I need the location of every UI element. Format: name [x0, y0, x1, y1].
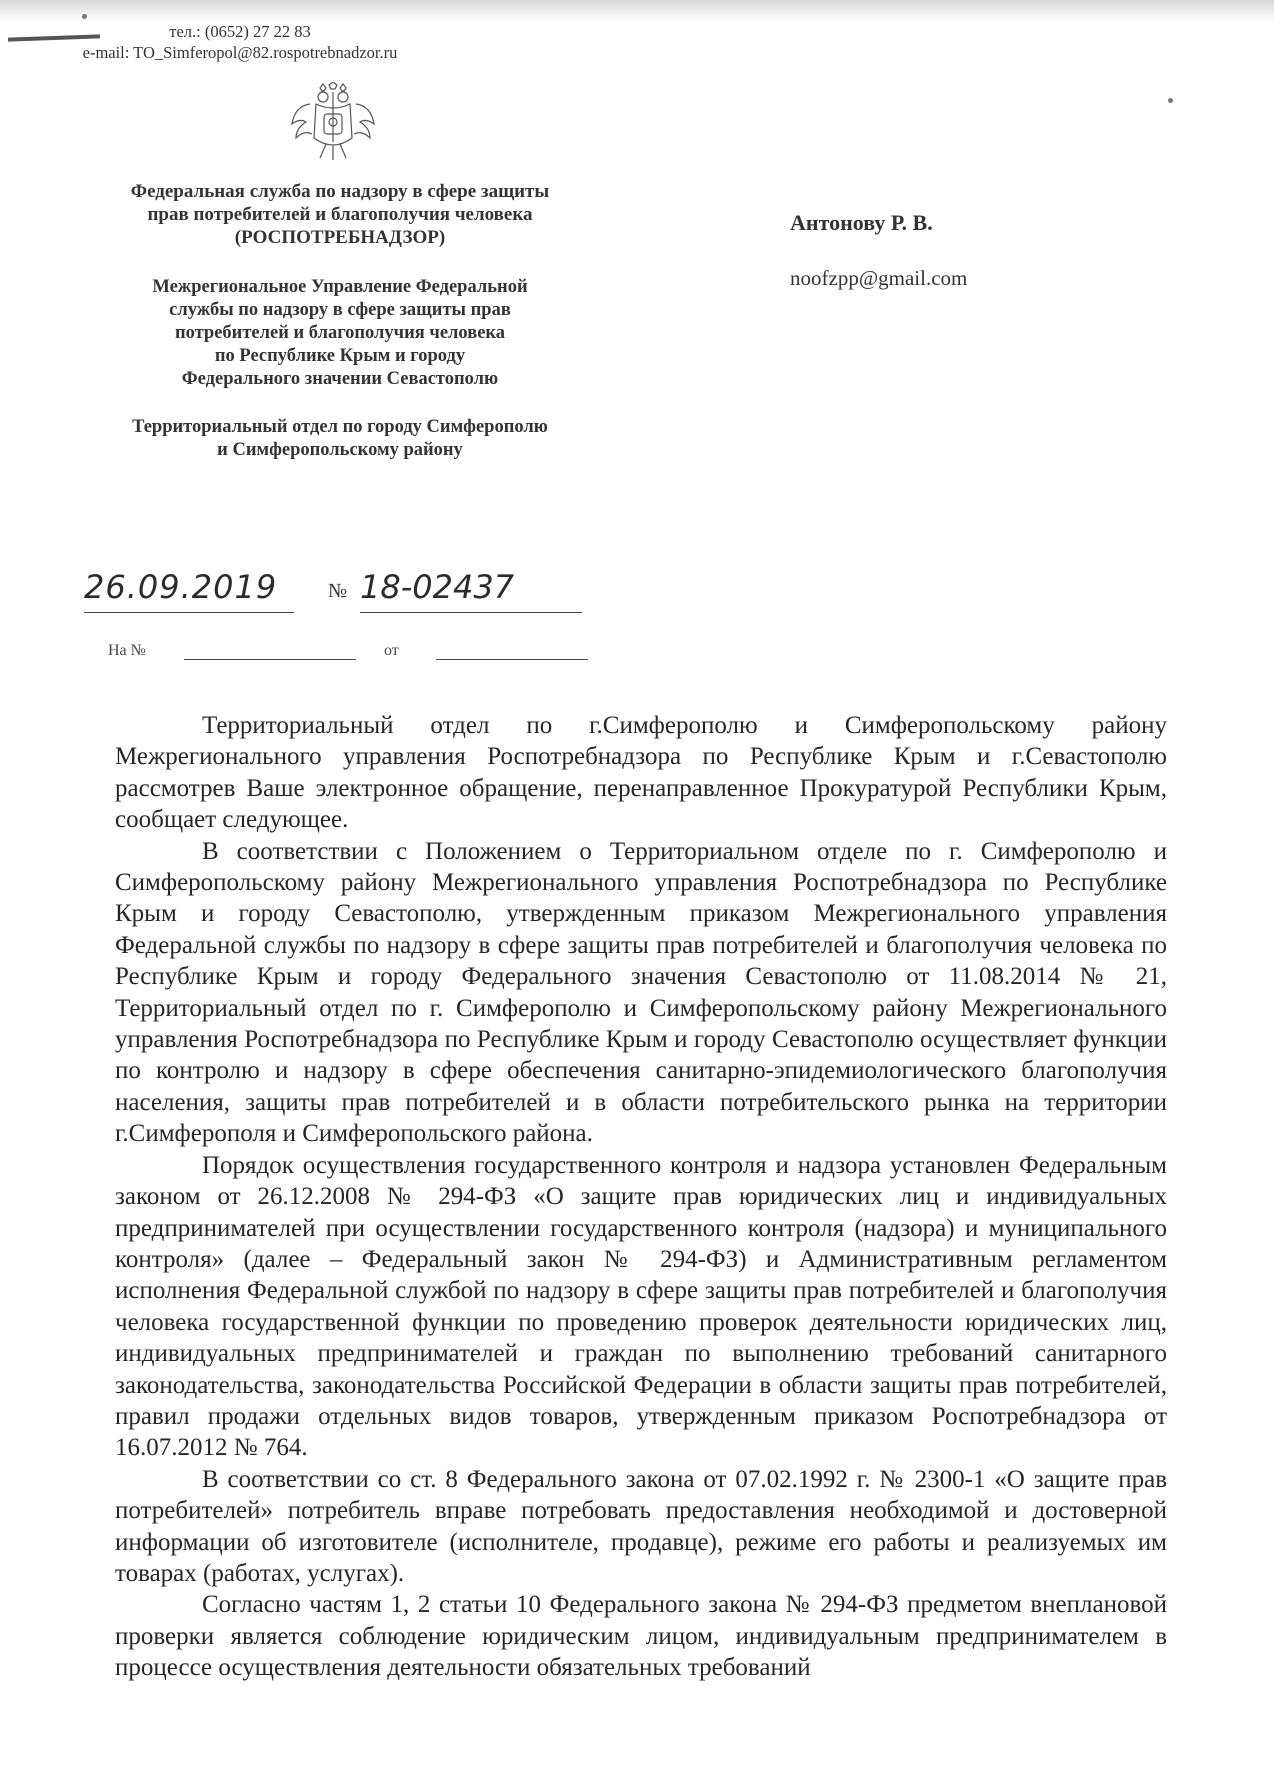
department-line: службы по надзору в сфере защиты прав: [169, 300, 511, 320]
department-line: Межрегиональное Управление Федеральной: [152, 277, 528, 297]
office-line: Территориальный отдел по городу Симферополю: [132, 417, 548, 437]
body-paragraph: Территориальный отдел по г.Симферополю и Симферопольскому району Межрегионального управления Роспотребнадзора по Республике Крым и г.Севастополю рассмотрев Ваше электронное обращение, перенаправленное Прокуратурой Республики Крым, сообщает следующее.: [115, 712, 1167, 834]
regional-department-name: [100, 276, 580, 391]
org-line: (РОСПОТРЕБНАДЗОР): [234, 227, 446, 248]
reply-number-label: На №: [108, 642, 146, 659]
department-line: по Республике Крым и городу: [214, 346, 466, 366]
scan-artifact-dot: [1168, 98, 1173, 103]
body-paragraph: В соответствии со ст. 8 Федерального закона от 07.02.1992 г. № 2300-1 «О защите прав потребителей» потребитель вправе потребовать предоставления необходимой и достоверной информации об изготовителе (исполнителе, продавце), режиме его работы и реализуемых им товарах (работах, услугах).: [115, 1465, 1167, 1587]
handwritten-date: 26.09.2019: [84, 568, 278, 606]
body-paragraph: В соответствии с Положением о Территориальном отделе по г. Симферополю и Симферопольскому району Межрегионального управления Роспотребнадзора по Республике Крым и городу Севастополю, утвержденным приказом Межрегионального управления Федеральной службы по надзору в сфере защиты прав потребителей и благополучия человека по Республике Крым и городу Федерального значения Севастополю от 11.08.2014 № 21, Территориальный отдел по г. Симферополю и Симферопольскому району Межрегионального управления Роспотребнадзора по Республике Крым и городу Севастополю осуществляет функции по контролю и надзору в сфере обеспечения санитарно-эпидемиологического благополучия населения, защиты прав потребителей и в области потребительского рынка на территории г.Симферополя и Симферопольского района.: [115, 837, 1167, 1148]
office-email: e-mail: TO_Simferopol@82.rospotrebnadzor.ru: [82, 43, 398, 62]
body-paragraph: Порядок осуществления государственного контроля и надзора установлен Федеральным законом от 26.12.2008 № 294-ФЗ «О защите прав юридических лиц и индивидуальных предпринимателей при осуществлении государственного контроля (надзора) и муниципального контроля» (далее – Федеральный закон № 294-ФЗ) и Административным регламентом исполнения Федеральной службой по надзору в сфере защиты прав потребителей и благополучия человека государственной функции по проведению проверок деятельности юридических лиц, индивидуальных предпринимателей и граждан по выполнению требований санитарного законодательства, законодательства Российской Федерации в области защиты прав потребителей, правил продажи отдельных видов товаров, утвержденным приказом Роспотребнадзора от 16.07.2012 № 764.: [115, 1151, 1167, 1462]
recipient-email: noofzpp@gmail.com: [790, 266, 968, 290]
office-line: и Симферопольскому району: [217, 440, 463, 460]
department-line: Федерального значении Севастополю: [181, 369, 499, 389]
recipient-name: Антонову Р. В.: [790, 210, 933, 235]
coat-of-arms-emblem-icon: [290, 82, 376, 162]
reply-reference-row: [108, 642, 588, 666]
number-underline: [360, 612, 582, 613]
registration-line: [84, 568, 584, 620]
reply-number-blank: [184, 659, 356, 660]
number-sign: №: [328, 580, 348, 602]
letter-body: [115, 710, 1167, 1684]
date-underline: [84, 612, 294, 613]
reply-date-blank: [436, 659, 588, 660]
department-line: потребителей и благополучия человека: [174, 323, 506, 343]
org-line: Федеральная служба по надзору в сфере защиты: [130, 181, 550, 202]
reply-date-label: от: [384, 642, 399, 659]
organization-name: [100, 180, 580, 249]
scan-artifact-dot: [82, 14, 87, 19]
scan-top-edge: [0, 0, 1274, 22]
body-paragraph: Согласно частям 1, 2 статьи 10 Федерального закона № 294-ФЗ предметом внеплановой проверки является соблюдение юридическим лицом, индивидуальным предпринимателем в процессе осуществления деятельности обязательных требований: [115, 1591, 1167, 1682]
territorial-office-name: [100, 416, 580, 462]
org-line: прав потребителей и благополучия человека: [147, 204, 533, 225]
phone-number: тел.: (0652) 27 22 83: [169, 22, 311, 41]
handwritten-number: 18-02437: [360, 568, 515, 606]
